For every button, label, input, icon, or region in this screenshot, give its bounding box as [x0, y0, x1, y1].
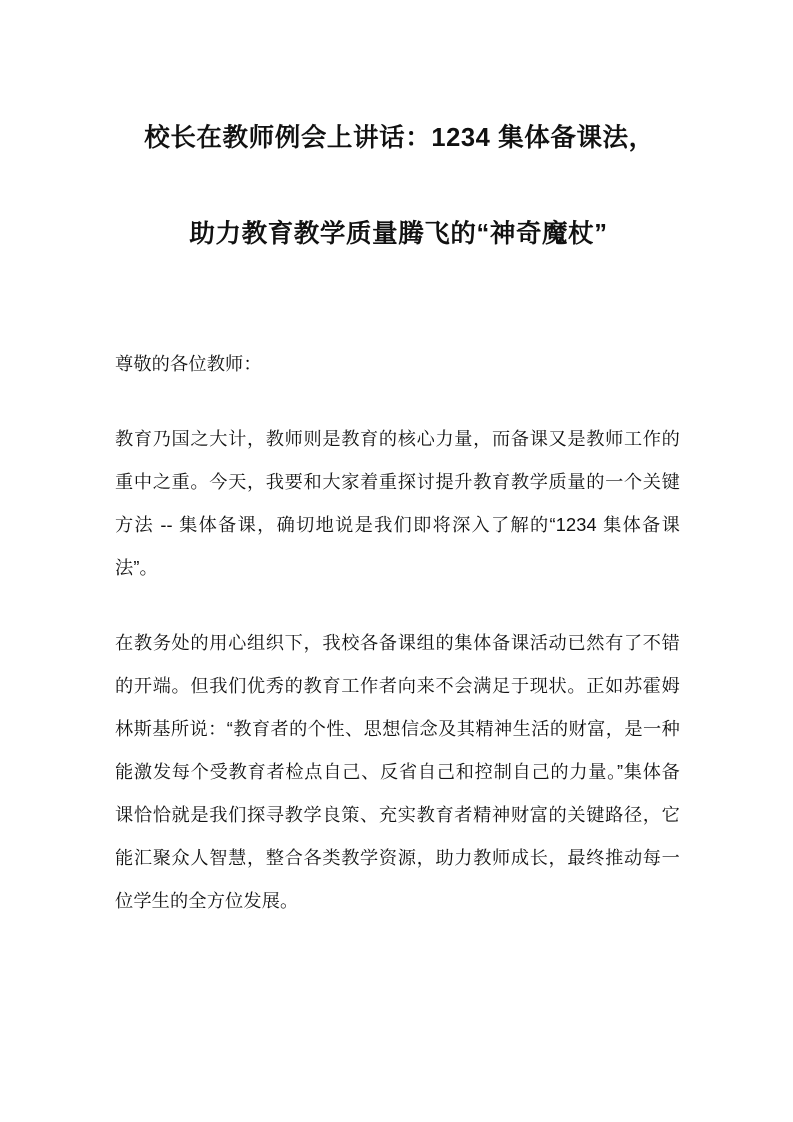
title-line-1: 校长在教师例会上讲话：1234 集体备课法，: [144, 124, 655, 152]
body-paragraph-1: 教育乃国之大计，教师则是教育的核心力量，而备课又是教师工作的重中之重。今天，我要和大家着重探讨提升教育教学质量的一个关键方法 -- 集体备课，确切地说是我们即将深入了解的“1234 集体备课法”。: [115, 429, 680, 578]
body-paragraph-2: 在教务处的用心组织下，我校各备课组的集体备课活动已然有了不错的开端。但我们优秀的教育工作者向来不会满足于现状。正如苏霍姆林斯基所说：“教育者的个性、思想信念及其精神生活的财富，是一种能激发每个受教育者检点自己、反省自己和控制自己的力量。”集体备课恰恰就是我们探寻教学良策、充实教育者精神财富的关键路径，它能汇聚众人智慧，整合各类教学资源，助力教师成长，最终推动每一位学生的全方位发展。: [115, 633, 680, 911]
salutation: 尊敬的各位教师：: [115, 354, 262, 374]
document-body: [0, 343, 793, 923]
document-title: [0, 0, 793, 247]
title-line-2: 助力教育教学质量腾飞的“神奇魔杖”: [189, 219, 608, 248]
